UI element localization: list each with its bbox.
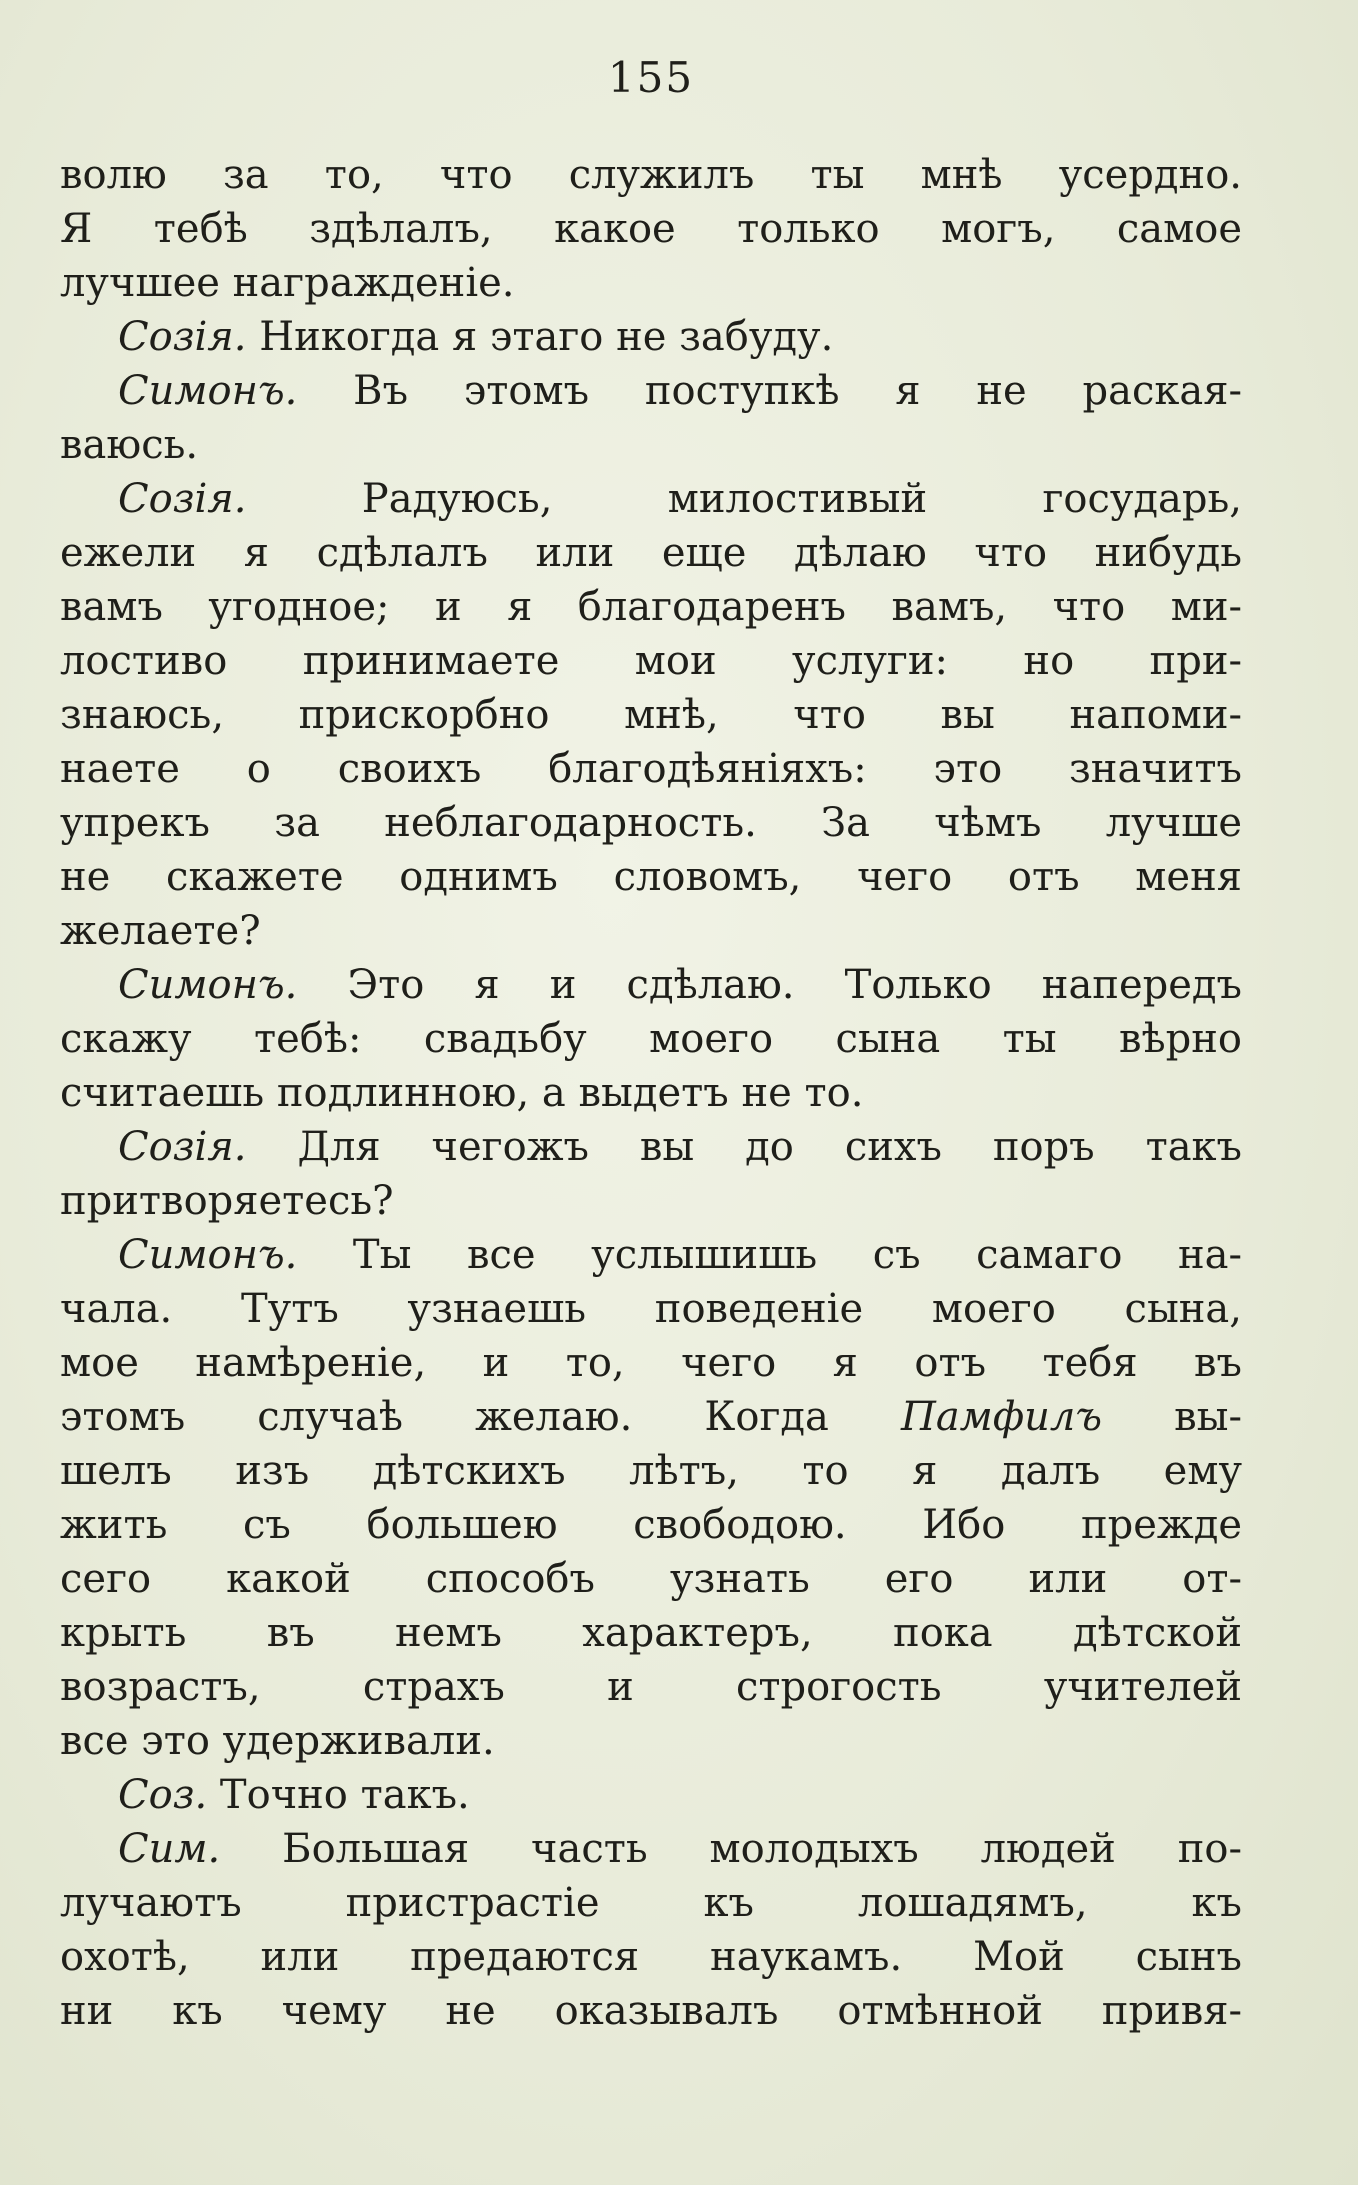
text-line: [60, 742, 1242, 796]
line-text: жить съ большею свободою. Ибо прежде: [60, 1502, 1242, 1548]
page-number: 155: [607, 53, 695, 102]
text-line: [60, 418, 1242, 472]
line-text: Я тебѣ здѣлалъ, какое только могъ, самое: [60, 206, 1242, 252]
line-text: Никогда я этаго не забуду.: [246, 314, 834, 360]
text-line: [60, 526, 1242, 580]
speaker-name: Симонъ.: [118, 1232, 298, 1278]
text-line: [60, 634, 1242, 688]
text-line: [60, 796, 1242, 850]
text-line: [60, 1066, 1242, 1120]
line-text: вамъ угодное; и я благодаренъ вамъ, что ми-: [60, 584, 1242, 630]
speaker-name: Созія.: [118, 1124, 247, 1170]
line-text: упрекъ за неблагодарность. За чѣмъ лучше: [60, 800, 1242, 846]
text-line: [60, 1444, 1242, 1498]
text-line: [60, 958, 1242, 1012]
line-text: Ты все услышишь съ самаго на-: [297, 1232, 1242, 1278]
speaker-name: Симонъ.: [118, 368, 298, 414]
text-line: [60, 472, 1242, 526]
text-line: [60, 1552, 1242, 1606]
line-text: лучшее награжденіе.: [60, 260, 515, 306]
line-text: лостиво принимаете мои услуги: но при-: [60, 638, 1242, 684]
text-line: [60, 1282, 1242, 1336]
line-text: ни къ чему не оказывалъ отмѣнной привя-: [60, 1988, 1242, 2034]
line-text: Для чегожъ вы до сихъ поръ такъ: [246, 1124, 1242, 1170]
line-text: волю за то, что служилъ ты мнѣ усердно.: [60, 152, 1242, 198]
line-text: Это я и сдѣлаю. Только напередъ: [297, 962, 1242, 1008]
text-line: [60, 1012, 1242, 1066]
speaker-name: Сим.: [118, 1826, 221, 1872]
line-text: Большая часть молодыхъ людей по-: [220, 1826, 1242, 1872]
text-line: [60, 1984, 1242, 2038]
text-line: [60, 1768, 1242, 1822]
text-line: [60, 1930, 1242, 1984]
text-line: [60, 1606, 1242, 1660]
text-line: [60, 1120, 1242, 1174]
text-line: [60, 1390, 1242, 1444]
line-text: наете о своихъ благодѣяніяхъ: это значитъ: [60, 746, 1242, 792]
text-line: [60, 1336, 1242, 1390]
line-text: шелъ изъ дѣтскихъ лѣтъ, то я далъ ему: [60, 1448, 1242, 1494]
line-text: все это удерживали.: [60, 1718, 495, 1764]
text-line: [60, 1876, 1242, 1930]
line-text: притворяетесь?: [60, 1178, 394, 1224]
line-text: сего какой способъ узнать его или от-: [60, 1556, 1242, 1602]
speaker-name: Созія.: [118, 314, 247, 360]
text-line: [60, 202, 1242, 256]
line-text: ежели я сдѣлалъ или еще дѣлаю что нибудь: [60, 530, 1242, 576]
text-line: [60, 1660, 1242, 1714]
line-text: считаешь подлинною, а выдетъ не то.: [60, 1070, 864, 1116]
text-line: [60, 1714, 1242, 1768]
speaker-name: Симонъ.: [118, 962, 298, 1008]
line-text: Точно такъ.: [207, 1772, 470, 1818]
text-line: [60, 148, 1242, 202]
speaker-name: Соз.: [118, 1772, 208, 1818]
page-text: [60, 148, 1242, 2038]
line-text: Радуюсь, милостивый государь,: [246, 476, 1242, 522]
text-line: [60, 904, 1242, 958]
line-text: знаюсь, прискорбно мнѣ, что вы напоми-: [60, 692, 1242, 738]
line-text: не скажете однимъ словомъ, чего отъ меня: [60, 854, 1242, 900]
text-line: [60, 1174, 1242, 1228]
line-text: желаете?: [60, 908, 261, 954]
text-line: [60, 256, 1242, 310]
text-line: [60, 1228, 1242, 1282]
speaker-name: Созія.: [118, 476, 247, 522]
line-text: мое намѣреніе, и то, чего я отъ тебя въ: [60, 1340, 1242, 1386]
text-line: [60, 850, 1242, 904]
line-text: возрастъ, страхъ и строгость учителей: [60, 1664, 1242, 1710]
text-line: [60, 310, 1242, 364]
text-line: [60, 1822, 1242, 1876]
text-line: [60, 1498, 1242, 1552]
line-text: крыть въ немъ характеръ, пока дѣтской: [60, 1610, 1242, 1656]
line-text: чала. Тутъ узнаешь поведеніе моего сына,: [60, 1286, 1242, 1332]
line-text: Въ этомъ поступкѣ я не раская-: [297, 368, 1242, 414]
text-line: [60, 364, 1242, 418]
line-text: лучаютъ пристрастіе къ лошадямъ, къ: [60, 1880, 1242, 1926]
text-line: [60, 580, 1242, 634]
line-text: этомъ случаѣ желаю. Когда Памфилъ вы-: [60, 1394, 1242, 1440]
line-text: скажу тебѣ: свадьбу моего сына ты вѣрно: [60, 1016, 1242, 1062]
line-text: ваюсь.: [60, 422, 199, 468]
text-line: [60, 688, 1242, 742]
line-text: охотѣ, или предаются наукамъ. Мой сынъ: [60, 1934, 1242, 1980]
